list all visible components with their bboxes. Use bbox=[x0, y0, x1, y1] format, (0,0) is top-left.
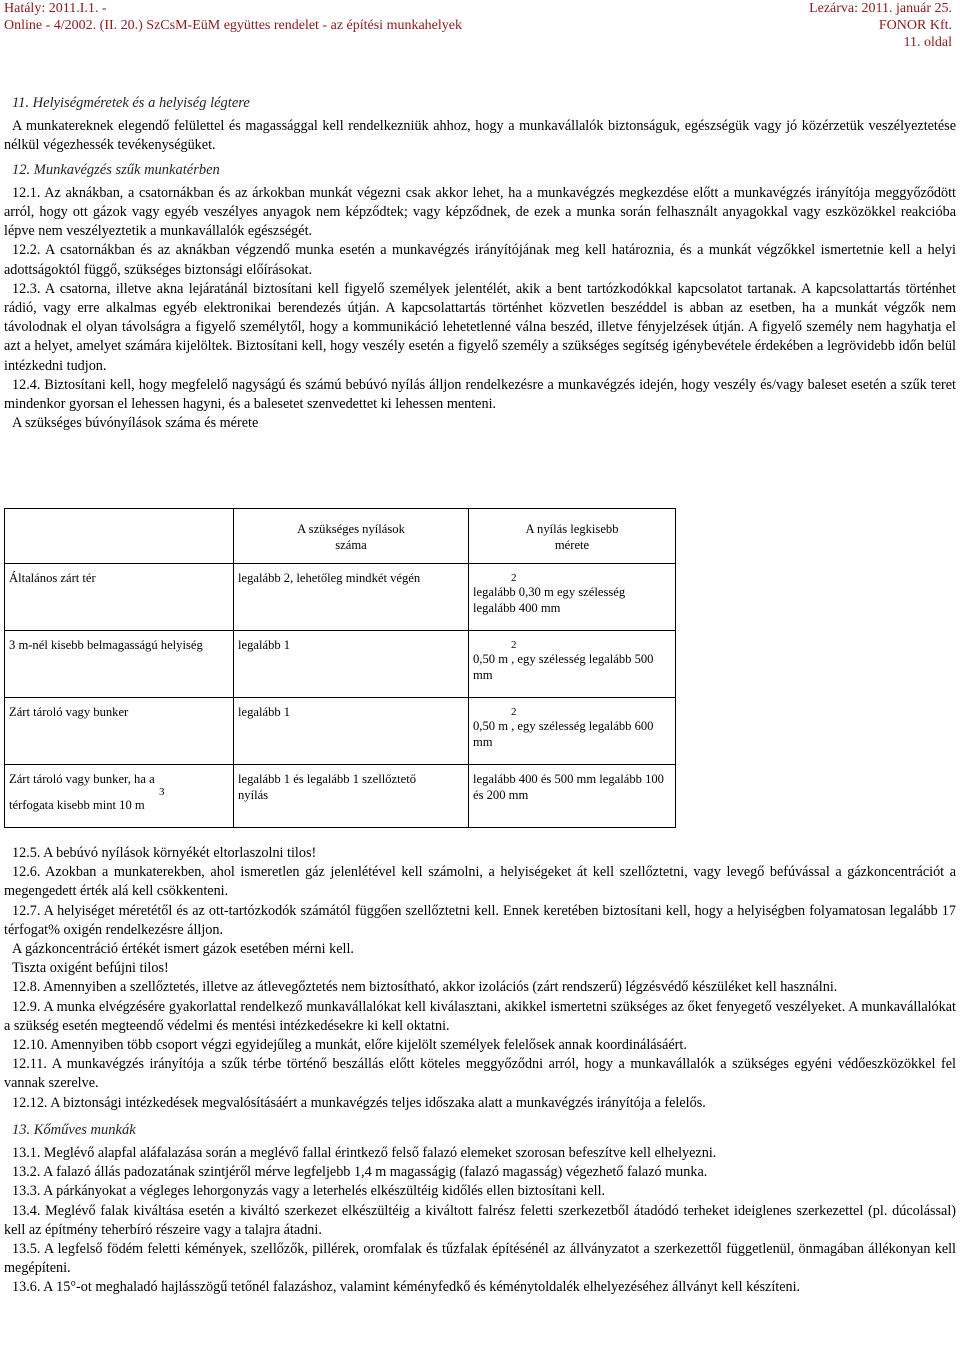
table-row bbox=[5, 698, 676, 765]
manhole-requirements-table bbox=[4, 508, 676, 828]
paragraph-12-7: 12.7. A helyiséget méretétől és az ott-tartózkodók számától függően szellőztetni kell. Ennek keretében biztosítani kell, hogy a helyiségben folyamatosan legalább 17 térfogat% oxigén rendelkezésre álljon. bbox=[4, 902, 956, 938]
table-cell-count: legalább 1 bbox=[234, 631, 469, 698]
header-publisher: FONOR Kft. bbox=[878, 18, 952, 33]
paragraph-13-4: 13.4. Meglévő falak kiváltása esetén a kiváltó szerkezet elkészültéig a kiváltott falrész feletti szerkezetből átadódó terheket ideiglenes szerkezettel (pl. dúcolással) kell az építmény teherbíró részeire vagy a talajra átadni. bbox=[4, 1202, 956, 1238]
paragraph-13-5: 13.5. A legfelső födém feletti kémények, szellőzők, pillérek, oromfalak és tűzfalak építésénél az állványzatot a szerkezettől függetlenül, önmagában állékonyan kell megépíteni. bbox=[4, 1241, 956, 1277]
table-cell-count: legalább 1 és legalább 1 szellőztető nyílás bbox=[234, 765, 469, 828]
paragraph-13-2: 13.2. A falazó állás padozatának szintjéről mérve legfeljebb 1,4 m magasságig (falazó magasság) végezhető falazó munka. bbox=[12, 1164, 708, 1181]
header-regulation-title: Online - 4/2002. (II. 20.) SzCsM-EüM együttes rendelet - az építési munkahelyek bbox=[4, 18, 462, 33]
paragraph-13-3: 13.3. A párkányokat a végleges lehorgonyzás vagy a leterhelés elkészültéig kidőlés ellen biztosítani kell. bbox=[12, 1183, 606, 1200]
table-cell-size: 2 legalább 0,30 m egy szélesség legalább 400 mm bbox=[469, 564, 676, 631]
table-cell-size: 2 0,50 m , egy szélesség legalább 500 mm bbox=[469, 631, 676, 698]
table-cell-space-type: Általános zárt tér bbox=[5, 564, 234, 631]
table-cell-space-type: 3 m-nél kisebb belmagasságú helyiség bbox=[5, 631, 234, 698]
paragraph-12-4: 12.4. Biztosítani kell, hogy megfelelő nagyságú és számú bebúvó nyílás álljon rendelkezésre a munkavégzés idején, hogy veszély és/vagy baleset esetén a szűk teret mindenkor gyorsan el lehessen hagyni, és a balesetet szenvedettet ki lehessen menteni. bbox=[4, 376, 956, 413]
table-row bbox=[5, 631, 676, 698]
paragraph-12-7-gas: A gázkoncentráció értékét ismert gázok esetében mérni kell. bbox=[12, 941, 354, 958]
header-validity: Hatály: 2011.I.1. - bbox=[4, 1, 107, 16]
table-header-row bbox=[5, 509, 676, 564]
paragraph-11: A munkatereknek elegendő felülettel és magassággal kell rendelkezniük ahhoz, hogy a munkavállalók biztonságuk, egészségük vagy jó közérzetük veszélyeztetése nélkül végezhessék tevékenységüket. bbox=[4, 118, 956, 154]
paragraph-12-5: 12.5. A bebúvó nyílások környékét eltorlaszolni tilos! bbox=[12, 845, 317, 861]
paragraph-12-3: 12.3. A csatorna, illetve akna lejáratánál biztosítani kell figyelő személyek jelentélét, akik a bent tartózkodókkal kapcsolatot tartanak. A kapcsolattartás történhet rádió, vagy erre alkalmas egyéb elektronikai berendezés útján. A kapcsolattartás történhet közvetlen beszéddel is abban az esetben, ha a munkát végzők nem távolodnak el olyan távolságra a figyelő személytől, hogy a kommunikáció lehetetlenné válna beszéd, illetve fényjelzések útján. A figyelő személy nem hagyhatja el azt a helyet, amelyet számára kijelöltek. Biztosítani kell, hogy veszély esetén a figyelő személy a szükséges segítség igénybevétele érdekében a legrövidebb időn belül intézkedni tudjon. bbox=[4, 280, 956, 374]
header-page-number: 11. oldal bbox=[903, 35, 952, 50]
document-body-top bbox=[4, 94, 956, 433]
paragraph-12-6: 12.6. Azokban a munkaterekben, ahol ismeretlen gáz jelenlétével kell számolni, a helyiségeket át kell szellőztetni, vagy levegő befúvással a gázkoncentrációt a megengedett érték alá kell csökkenteni. bbox=[4, 864, 956, 900]
table-cell-count: legalább 1 bbox=[234, 698, 469, 765]
table-row bbox=[5, 564, 676, 631]
table-row bbox=[5, 765, 676, 828]
document-body-bottom bbox=[4, 844, 956, 1298]
table-header-count: A szükséges nyílások száma bbox=[234, 509, 469, 564]
paragraph-12-7-oxygen: Tiszta oxigént befújni tilos! bbox=[12, 960, 169, 977]
table-cell-space-type: Zárt tároló vagy bunker, ha a 3 térfogata kisebb mint 10 m bbox=[5, 765, 234, 828]
document-header-left bbox=[4, 0, 462, 34]
table-title: A szükséges búvónyílások száma és mérete bbox=[12, 415, 259, 432]
section-heading-11: 11. Helyiségméretek és a helyiség légtere bbox=[12, 95, 250, 111]
paragraph-12-8: 12.8. Amennyiben a szellőztetés, illetve az átlevegőztetés nem biztosítható, akkor izolációs (zárt rendszerű) légzésvédő készüléket kell használni. bbox=[12, 979, 838, 996]
paragraph-12-1: 12.1. Az aknákban, a csatornákban és az árkokban munkát végezni csak akkor lehet, ha a munkavégzés megkezdése előtt a munkavégzés irányítója meggyőződött arról, hogy ott gázok vagy egyéb veszélyes anyagok nem képződtek; vagy képződnek, de ezek a munka során felhasznált anyagokkal vagy eszközökkel reakcióba lépve nem veszélyeztetik a munkavállalók egészségét. bbox=[4, 184, 956, 240]
document-header-right bbox=[809, 0, 952, 51]
table-header-empty bbox=[5, 509, 234, 564]
table-header-size: A nyílás legkisebb mérete bbox=[469, 509, 676, 564]
table-cell-space-type: Zárt tároló vagy bunker bbox=[5, 698, 234, 765]
table-cell-size: legalább 400 és 500 mm legalább 100 és 200 mm bbox=[469, 765, 676, 828]
paragraph-13-6: 13.6. A 15°-ot meghaladó hajlásszögű tetőnél falazáshoz, valamint kéményfedkő és kéménytoldalék elhelyezéséhez állványt kell készíteni. bbox=[12, 1279, 801, 1296]
paragraph-12-10: 12.10. Amennyiben több csoport végzi egyidejűleg a munkát, előre kijelölt személyek felelősek annak koordinálásáért. bbox=[12, 1037, 687, 1054]
table-cell-size: 2 0,50 m , egy szélesség legalább 600 mm bbox=[469, 698, 676, 765]
paragraph-12-2: 12.2. A csatornákban és az aknákban végzendő munka esetén a munkavégzés irányítójának meg kell határoznia, és a munkát végzőkkel ismertetnie kell a helyi adottságoktól függő, szükséges biztonsági előírásokat. bbox=[4, 242, 956, 278]
header-closed-date: Lezárva: 2011. január 25. bbox=[809, 1, 952, 16]
section-heading-12: 12. Munkavégzés szűk munkatérben bbox=[12, 161, 220, 178]
paragraph-12-12: 12.12. A biztonsági intézkedések megvalósításáért a munkavégzés teljes időszaka alatt a munkavégzés irányítója a felelős. bbox=[12, 1094, 706, 1111]
section-heading-13: 13. Kőműves munkák bbox=[12, 1121, 136, 1138]
table-cell-count: legalább 2, lehetőleg mindkét végén bbox=[234, 564, 469, 631]
paragraph-12-9: 12.9. A munka elvégzésére gyakorlattal rendelkező munkavállalókat kell kiválasztani, akikkel ismertetni szükséges az őket fenyegető veszélyeket. A munkavállalókat a szükség esetén megteendő védelmi és mentési intézkedésekre ki kell oktatni. bbox=[4, 998, 956, 1034]
paragraph-12-11: 12.11. A munkavégzés irányítója a szűk térbe történő beszállás előtt köteles meggyőződni arról, hogy a munkavállalók a szükséges egyéni védőeszközökkel fel vannak szerelve. bbox=[4, 1056, 956, 1092]
paragraph-13-1: 13.1. Meglévő alapfal aláfalazása során a meglévő fallal érintkező felső falazó elemeket szorosan befeszítve kell elhelyezni. bbox=[12, 1145, 717, 1162]
